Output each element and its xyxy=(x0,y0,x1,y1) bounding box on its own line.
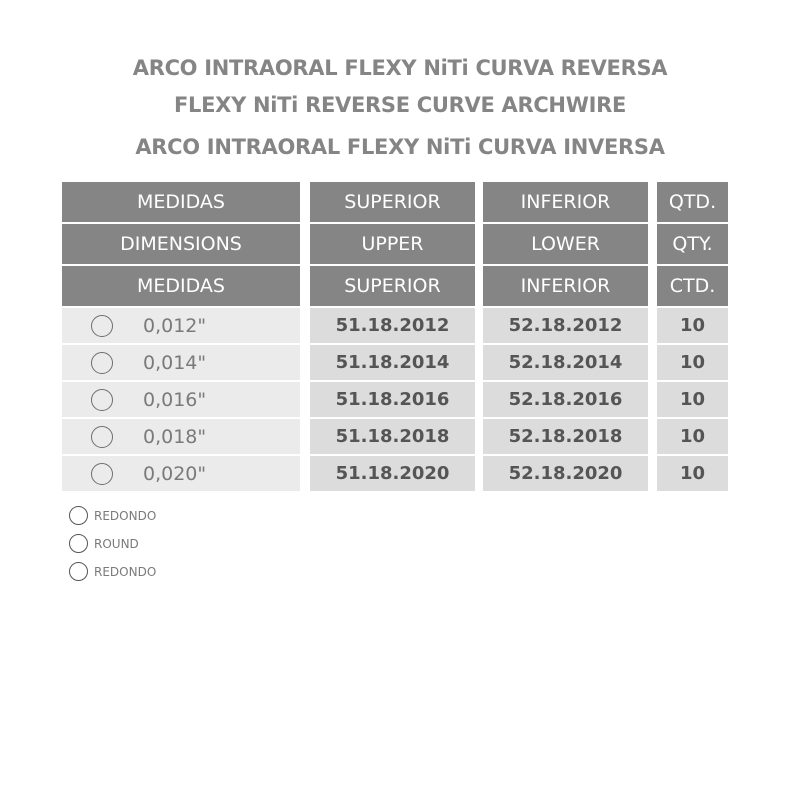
upper-code: 51.18.2020 xyxy=(310,456,475,491)
legend-label: REDONDO xyxy=(94,508,157,523)
size-cell xyxy=(62,345,300,380)
lower-code: 52.18.2012 xyxy=(483,308,648,343)
round-circle-icon xyxy=(91,315,113,337)
header-qty-pt: QTD. xyxy=(657,182,728,222)
header-lower-es: INFERIOR xyxy=(483,266,648,306)
qty-value: 10 xyxy=(657,382,728,417)
round-circle-icon xyxy=(91,463,113,485)
size-cell xyxy=(62,419,300,454)
legend-label: REDONDO xyxy=(94,564,157,579)
lower-code: 52.18.2020 xyxy=(483,456,648,491)
upper-code: 51.18.2018 xyxy=(310,419,475,454)
legend-label: ROUND xyxy=(94,536,139,551)
size-value: 0,012" xyxy=(143,314,207,337)
round-circle-icon xyxy=(69,506,88,525)
lower-code: 52.18.2018 xyxy=(483,419,648,454)
size-value: 0,014" xyxy=(143,351,207,374)
size-value: 0,020" xyxy=(143,462,207,485)
header-qty-en: QTY. xyxy=(657,224,728,264)
qty-value: 10 xyxy=(657,419,728,454)
header-dimensions-en: DIMENSIONS xyxy=(62,224,300,264)
round-circle-icon xyxy=(69,562,88,581)
legend-item xyxy=(69,534,139,553)
header-dimensions-pt: MEDIDAS xyxy=(62,182,300,222)
round-circle-icon xyxy=(91,352,113,374)
header-dimensions-es: MEDIDAS xyxy=(62,266,300,306)
round-circle-icon xyxy=(69,534,88,553)
lower-code: 52.18.2014 xyxy=(483,345,648,380)
title-portuguese: ARCO INTRAORAL FLEXY NiTi CURVA REVERSA xyxy=(132,56,668,80)
qty-value: 10 xyxy=(657,308,728,343)
header-lower-en: LOWER xyxy=(483,224,648,264)
upper-code: 51.18.2016 xyxy=(310,382,475,417)
round-circle-icon xyxy=(91,389,113,411)
title-english: FLEXY NiTi REVERSE CURVE ARCHWIRE xyxy=(174,93,626,117)
legend-item xyxy=(69,562,156,581)
header-upper-pt: SUPERIOR xyxy=(310,182,475,222)
legend-item xyxy=(69,506,156,525)
size-cell xyxy=(62,308,300,343)
lower-code: 52.18.2016 xyxy=(483,382,648,417)
header-lower-pt: INFERIOR xyxy=(483,182,648,222)
size-value: 0,016" xyxy=(143,388,207,411)
size-cell xyxy=(62,456,300,491)
header-qty-es: CTD. xyxy=(657,266,728,306)
upper-code: 51.18.2014 xyxy=(310,345,475,380)
round-circle-icon xyxy=(91,426,113,448)
header-upper-en: UPPER xyxy=(310,224,475,264)
upper-code: 51.18.2012 xyxy=(310,308,475,343)
qty-value: 10 xyxy=(657,456,728,491)
title-spanish: ARCO INTRAORAL FLEXY NiTi CURVA INVERSA xyxy=(135,135,665,159)
size-cell xyxy=(62,382,300,417)
qty-value: 10 xyxy=(657,345,728,380)
size-value: 0,018" xyxy=(143,425,207,448)
header-upper-es: SUPERIOR xyxy=(310,266,475,306)
